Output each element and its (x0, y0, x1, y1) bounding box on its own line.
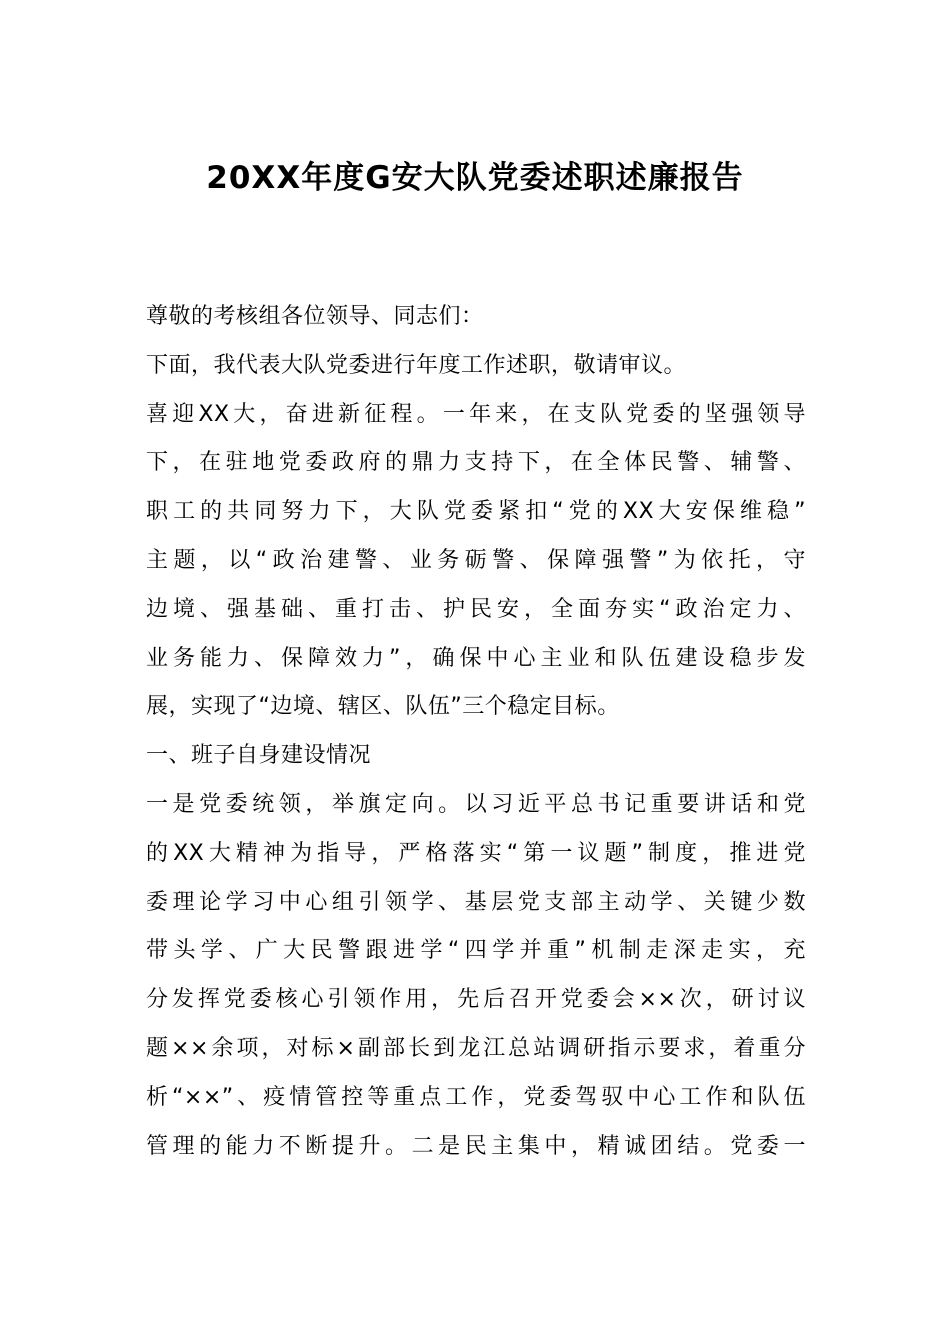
paragraph-line: 的XX大精神为指导，严格落实“第一议题”制度，推进党 (146, 840, 806, 866)
document-body (146, 293, 806, 1171)
paragraph-line: 题××余项，对标×副部长到龙江总站调研指示要求，着重分 (146, 1035, 806, 1061)
paragraph-line: 委理论学习中心组引领学、基层党支部主动学、关键少数 (146, 889, 806, 915)
paragraph-line: 一是党委统领，举旗定向。以习近平总书记重要讲话和党 (146, 791, 806, 817)
paragraph-line: 业务能力、保障效力”，确保中心主业和队伍建设稳步发 (146, 645, 806, 671)
paragraph-line: 析“××”、疫情管控等重点工作，党委驾驭中心工作和队伍 (146, 1084, 806, 1110)
paragraph-line: 职工的共同努力下，大队党委紧扣“党的XX大安保维稳” (146, 499, 806, 525)
paragraph-line: 边境、强基础、重打击、护民安，全面夯实“政治定力、 (146, 596, 806, 622)
paragraph-line: 下面，我代表大队党委进行年度工作述职，敬请审议。 (146, 352, 687, 378)
paragraph-line: 主题，以“政治建警、业务砺警、保障强警”为依托，守 (146, 547, 806, 573)
paragraph-line: 分发挥党委核心引领作用，先后召开党委会××次，研讨议 (146, 987, 806, 1013)
paragraph-line: 下，在驻地党委政府的鼎力支持下，在全体民警、辅警、 (146, 450, 806, 476)
document-title: 20XX年度G安大队党委述职述廉报告 (206, 160, 744, 196)
paragraph-line: 一、班子自身建设情况 (146, 743, 372, 769)
paragraph-line: 喜迎XX大，奋进新征程。一年来，在支队党委的坚强领导 (146, 401, 806, 427)
paragraph-line: 尊敬的考核组各位领导、同志们： (146, 304, 484, 329)
paragraph-line: 带头学、广大民警跟进学“四学并重”机制走深走实，充 (146, 938, 806, 964)
paragraph-line: 展，实现了“边境、辖区、队伍”三个稳定目标。 (146, 694, 620, 720)
paragraph-line: 管理的能力不断提升。二是民主集中，精诚团结。党委一 (146, 1133, 806, 1159)
